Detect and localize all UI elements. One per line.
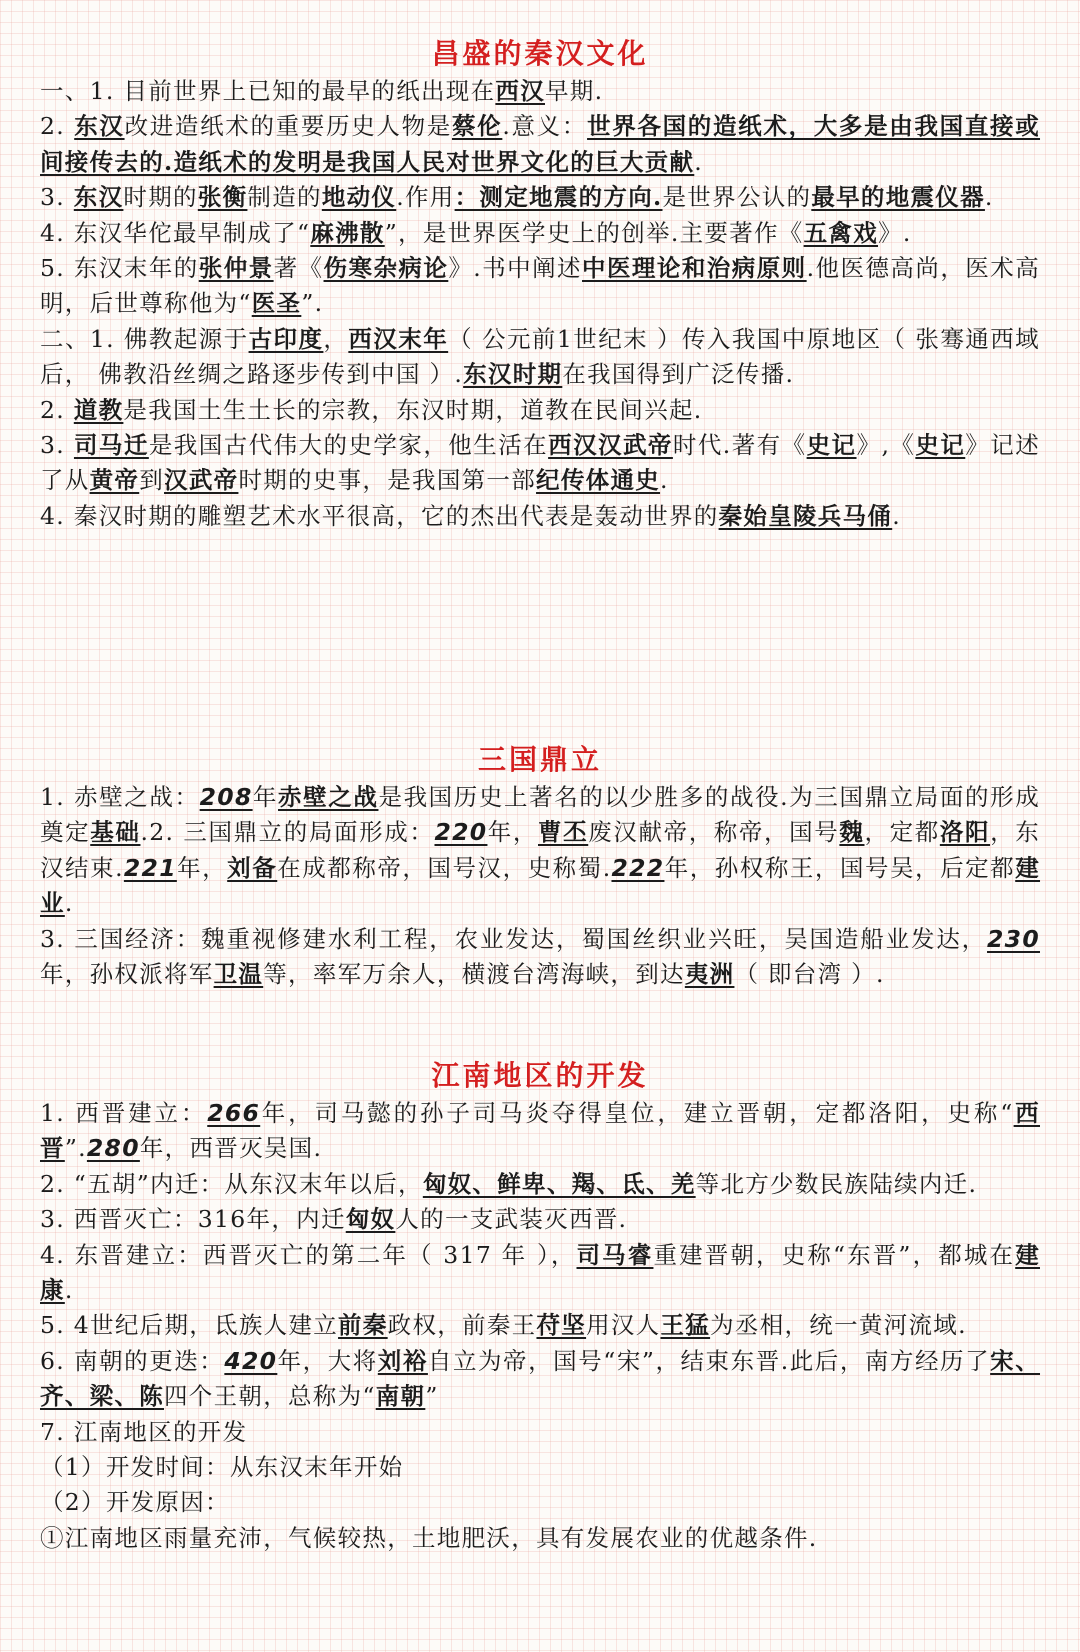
key-term: 宋、齐、梁、陈 — [40, 1346, 1041, 1411]
key-term: 东汉 — [73, 183, 124, 212]
key-term: 匈奴、鲜卑、羯、氐、羌 — [422, 1169, 696, 1198]
note-text: 5. 4世纪后期，氐族人建立 — [40, 1311, 339, 1340]
note-text: 在我国得到广泛传播. — [562, 360, 795, 389]
note-text: .意义： — [502, 112, 588, 141]
note-item — [40, 109, 1040, 180]
note-text: 是我国土生土长的宗教，东汉时期，道教在民间兴起. — [123, 395, 703, 424]
note-text: 年 — [252, 783, 279, 811]
key-term: 前秦 — [338, 1311, 388, 1340]
note-text: 等北方少数民族陆续内迁. — [695, 1169, 978, 1198]
key-term: 西汉汉武帝 — [548, 431, 673, 460]
note-text: 2. — [40, 395, 74, 424]
key-term: ：测定地震的方向. — [454, 183, 663, 212]
note-text: 著《 — [273, 254, 324, 283]
section-heading: 昌盛的秦汉文化 — [431, 37, 649, 70]
key-term: 史记 — [806, 431, 857, 460]
key-term: 麻沸散 — [310, 218, 385, 247]
note-item — [40, 499, 1040, 534]
key-term: 208 — [199, 783, 253, 811]
key-term: 221 — [123, 853, 177, 882]
key-term: 古印度 — [248, 324, 324, 353]
key-term: 张衡 — [197, 183, 248, 212]
key-term: 中医理论和治病原则 — [582, 254, 807, 283]
key-term: 建业 — [40, 853, 1041, 918]
note-text: 3. — [40, 431, 74, 460]
note-item — [40, 1485, 1040, 1520]
note-text: 2. — [40, 112, 75, 141]
key-term: 曹丕 — [538, 818, 589, 847]
note-text: 一、1. 目前世界上已知的最早的纸出现在 — [40, 77, 496, 105]
key-term: 南朝 — [375, 1382, 426, 1411]
note-text: 7. 江南地区的开发 — [40, 1417, 248, 1446]
key-term: 秦始皇陵兵马俑 — [718, 501, 893, 530]
key-term: 卫温 — [213, 960, 264, 989]
note-item — [40, 74, 1040, 109]
note-text: 四个王朝，总称为“ — [164, 1382, 376, 1411]
key-term: 420 — [224, 1346, 278, 1375]
note-text: ”. — [301, 289, 324, 318]
note-text: 年， — [176, 853, 228, 882]
key-term: 司马睿 — [576, 1240, 654, 1269]
note-text: 是我国古代伟大的史学家，他生活在 — [148, 431, 549, 460]
note-item — [40, 216, 1040, 251]
note-text: 》.书中阐述 — [448, 254, 583, 283]
key-term: 王猛 — [660, 1311, 711, 1340]
note-item — [40, 1344, 1040, 1415]
note-text: 年，西晋灭吴国. — [139, 1134, 323, 1163]
note-text: 》,《 — [856, 431, 916, 460]
note-text: 》. — [878, 218, 912, 247]
note-item — [40, 1415, 1040, 1450]
note-text: . — [984, 183, 994, 212]
note-text: （ 公元前1世纪末 ）传入我国中原地区（ 张骞通西域后， 佛教沿丝绸之路逐步传到中国 ）. — [40, 324, 1040, 389]
key-term: 道教 — [73, 395, 124, 424]
key-term: 洛阳 — [939, 818, 991, 847]
note-text: ， — [323, 324, 349, 353]
note-text: ，定都 — [864, 818, 940, 847]
note-text: 4. 秦汉时期的雕塑艺术水平很高，它的杰出代表是轰动世界的 — [40, 501, 719, 530]
key-term: 东汉 — [74, 112, 125, 141]
section-three-kingdoms — [40, 740, 1040, 992]
note-text: 早期. — [545, 77, 604, 105]
note-text: 年，大将 — [277, 1346, 378, 1375]
note-text: 自立为帝，国号“宋”，结束东晋.此后，南方经历了 — [427, 1346, 991, 1375]
note-text: 时期的 — [123, 183, 198, 212]
note-item — [40, 322, 1040, 393]
key-term: 地动仪 — [321, 183, 397, 212]
note-text: . — [64, 1276, 74, 1305]
note-text: 时期的史事，是我国第一部 — [238, 466, 537, 495]
note-text: 时代.著有《 — [672, 431, 807, 460]
note-text: 在成都称帝，国号汉，史称蜀. — [277, 853, 612, 882]
key-term: 266 — [207, 1099, 261, 1127]
note-text: . — [660, 466, 669, 495]
note-text: 1. 西晋建立： — [40, 1099, 208, 1127]
note-text: .2. 三国鼎立的局面形成： — [140, 818, 435, 847]
note-item — [40, 780, 1040, 922]
note-text: 为丞相，统一黄河流域. — [710, 1311, 967, 1340]
key-term: 最早的地震仪器 — [811, 183, 985, 212]
key-term: 医圣 — [251, 289, 302, 318]
section-body — [40, 1096, 1040, 1556]
note-text: . — [694, 147, 704, 176]
note-text: 年，孙权派将军 — [40, 960, 214, 989]
note-text: 制造的 — [247, 183, 322, 212]
note-item — [40, 180, 1040, 215]
key-term: 黄帝 — [89, 466, 140, 495]
note-text: ”. — [64, 1134, 87, 1163]
key-term: 史记 — [915, 431, 966, 460]
key-term: 西汉 — [495, 77, 545, 105]
note-text: 3. 西晋灭亡：316年，内迁 — [40, 1205, 346, 1234]
key-term: 张仲景 — [198, 254, 274, 283]
note-item — [40, 1096, 1040, 1167]
section-body — [40, 780, 1040, 992]
note-text: （1）开发时间：从东汉末年开始 — [40, 1453, 404, 1482]
note-item — [40, 1450, 1040, 1485]
section-qin-han-culture — [40, 34, 1040, 534]
note-item — [40, 251, 1040, 322]
note-text: 人的一支武装灭西晋. — [395, 1205, 628, 1234]
note-text: ”，是世界医学史上的创举.主要著作《 — [384, 218, 804, 247]
note-text: 是世界公认的 — [662, 183, 812, 212]
note-text: . — [64, 889, 74, 918]
note-item — [40, 1521, 1040, 1556]
key-term: 匈奴 — [345, 1205, 396, 1234]
note-text: ①江南地区雨量充沛，气候较热，土地肥沃，具有发展农业的优越条件. — [40, 1523, 818, 1552]
section-heading: 江南地区的开发 — [431, 1059, 649, 1092]
key-term: 220 — [434, 818, 488, 847]
note-text: ，东汉结束. — [40, 818, 1040, 882]
note-text: 二、1. 佛教起源于 — [40, 324, 249, 353]
note-text: .作用 — [396, 183, 455, 212]
note-item — [40, 1238, 1040, 1309]
note-text: 是我国历史上著名的以少胜多的战役.为三国鼎立局面的形成奠定 — [40, 783, 1041, 847]
note-text: 年，司马懿的孙子司马炎夺得皇位，建立晋朝，定都洛阳，史称“ — [260, 1099, 1014, 1127]
note-text: 4. 东汉华佗最早制成了“ — [40, 218, 311, 247]
note-text: ” — [425, 1382, 439, 1411]
key-term: 世界各国的造纸术，大多是由我国直接或间接传去的.造纸术的发明是我国人民对世界文化的巨大贡献 — [40, 112, 1041, 176]
key-term: 刘裕 — [377, 1346, 428, 1375]
note-text: 改进造纸术的重要历史人物是 — [124, 112, 452, 141]
note-text: 政权，前秦王 — [387, 1311, 537, 1340]
key-term: 苻坚 — [536, 1311, 587, 1340]
note-text: 4. 东晋建立：西晋灭亡的第二年（ 317 年 ）， — [40, 1240, 577, 1269]
note-text: 年， — [487, 818, 538, 847]
note-text: 到 — [139, 466, 165, 495]
key-term: 230 — [987, 924, 1040, 953]
section-jiangnan-development — [40, 1056, 1040, 1556]
key-term: 东汉时期 — [463, 360, 563, 389]
key-term: 五禽戏 — [803, 218, 879, 247]
note-item — [40, 1202, 1040, 1237]
note-text: 1. 赤壁之战： — [40, 783, 200, 811]
note-item — [40, 922, 1040, 993]
note-text: . — [892, 501, 901, 530]
key-term: 222 — [611, 853, 665, 882]
key-term: 夷洲 — [684, 960, 735, 989]
note-item — [40, 1308, 1040, 1343]
key-term: 基础 — [90, 818, 141, 847]
note-text: （ 即台湾 ）. — [734, 960, 885, 989]
note-text: 废汉献帝，称帝，国号 — [588, 818, 840, 847]
note-text: （2）开发原因： — [40, 1488, 230, 1517]
note-item — [40, 393, 1040, 428]
key-term: 建康 — [40, 1240, 1040, 1305]
section-heading: 三国鼎立 — [477, 743, 602, 776]
note-item — [40, 1167, 1040, 1202]
note-item — [40, 428, 1040, 499]
key-term: 魏 — [839, 818, 865, 847]
note-text: 等，率军万余人，横渡台湾海峡，到达 — [263, 960, 685, 989]
key-term: 280 — [86, 1134, 140, 1163]
note-text: 年，孙权称王，国号吴，后定都 — [664, 853, 1016, 882]
key-term: 西晋 — [40, 1099, 1040, 1163]
key-term: 蔡伦 — [451, 112, 503, 141]
key-term: 纪传体通史 — [536, 466, 661, 495]
key-term: 赤壁之战 — [278, 783, 379, 811]
note-text: 6. 南朝的更迭： — [40, 1346, 225, 1375]
key-term: 汉武帝 — [164, 466, 239, 495]
note-text: 2. “五胡”内迁：从东汉末年以后， — [40, 1169, 423, 1198]
note-text: .他医德高尚，医术高明，后世尊称他为“ — [40, 254, 1040, 318]
key-term: 司马迁 — [73, 431, 149, 460]
note-text: 3. — [40, 183, 74, 212]
section-body — [40, 74, 1040, 534]
key-term: 伤寒杂病论 — [323, 254, 449, 283]
key-term: 刘备 — [227, 853, 278, 882]
note-text: 用汉人 — [586, 1311, 661, 1340]
note-text: 》记述了从 — [40, 431, 1040, 495]
key-term: 西汉末年 — [348, 324, 449, 353]
note-text: 3. 三国经济：魏重视修建水利工程，农业发达，蜀国丝织业兴旺，吴国造船业发达， — [40, 924, 988, 953]
note-text: 5. 东汉末年的 — [40, 254, 199, 283]
note-text: 重建晋朝，史称“东晋”，都城在 — [653, 1240, 1016, 1269]
